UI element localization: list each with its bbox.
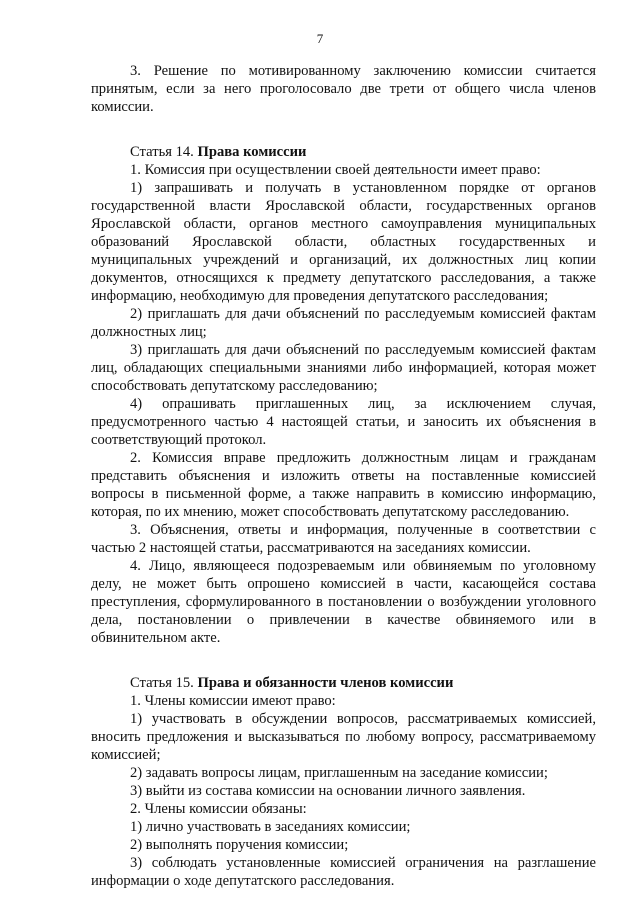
paragraph: 3. Решение по мотивированному заключению комиссии считается принятым, если за него проголосовало две трети от общего числа членов комиссии. — [91, 63, 596, 115]
paragraph: 1. Комиссия при осуществлении своей деятельности имеет право: — [130, 162, 541, 178]
document-body — [91, 62, 596, 890]
paragraph: 1) запрашивать и получать в установленном порядке от органов государственной власти Ярославской области, государственных органов Ярославской области, органов местного самоуправления муниципальных образований Ярославской области, областных государственных и муниципальных учреждений и организаций, их должностных лиц копии документов, относящихся к предмету депутатского расследования, а также информацию, необходимую для проведения депутатского расследования; — [91, 180, 596, 304]
paragraph: 2) выполнять поручения комиссии; — [130, 837, 349, 853]
paragraph: 3) соблюдать установленные комиссией ограничения на разглашение информации о ходе депутатского расследования. — [91, 855, 596, 889]
paragraph: 1. Члены комиссии имеют право: — [130, 693, 336, 709]
paragraph: 2) приглашать для дачи объяснений по расследуемым комиссией фактам должностных лиц; — [91, 306, 596, 340]
paragraph: 1) участвовать в обсуждении вопросов, рассматриваемых комиссией, вносить предложения и высказываться по любому вопросу, рассматриваемому комиссией; — [91, 711, 596, 763]
paragraph: 3) выйти из состава комиссии на основании личного заявления. — [130, 783, 526, 799]
paragraph: 2. Члены комиссии обязаны: — [130, 801, 307, 817]
paragraph: 4. Лицо, являющееся подозреваемым или обвиняемым по уголовному делу, не может быть опрошено комиссией в части, касающейся состава преступления, сформулированного в постановлении о возбуждении уголовного дела, постановлении о привлечении в качестве обвиняемого или в обвинительном акте. — [91, 558, 596, 646]
paragraph: 3) приглашать для дачи объяснений по расследуемым комиссией фактам лиц, обладающих специальными знаниями либо информацией, которая может способствовать депутатскому расследованию; — [91, 342, 596, 394]
article-title: Права и обязанности членов комиссии — [197, 675, 454, 691]
paragraph: 2) задавать вопросы лицам, приглашенным на заседание комиссии; — [130, 765, 548, 781]
article-number: Статья 15. — [130, 675, 194, 691]
paragraph: 4) опрашивать приглашенных лиц, за исключением случая, предусмотренного частью 4 настоящей статьи, и заносить их объяснения в соответствующий протокол. — [91, 396, 596, 448]
article-heading — [91, 143, 596, 161]
paragraph: 1) лично участвовать в заседаниях комиссии; — [130, 819, 411, 835]
article-title: Права комиссии — [197, 144, 307, 160]
article-number: Статья 14. — [130, 144, 194, 160]
article-heading — [91, 674, 596, 692]
paragraph: 2. Комиссия вправе предложить должностным лицам и гражданам представить объяснения и изложить ответы на поставленные комиссией вопросы в письменной форме, а также направить в комиссию информацию, которая, по их мнению, может способствовать депутатскому расследованию. — [91, 450, 596, 520]
paragraph: 3. Объяснения, ответы и информация, полученные в соответствии с частью 2 настоящей статьи, рассматриваются на заседаниях комиссии. — [91, 522, 596, 556]
page-number: 7 — [316, 31, 324, 46]
